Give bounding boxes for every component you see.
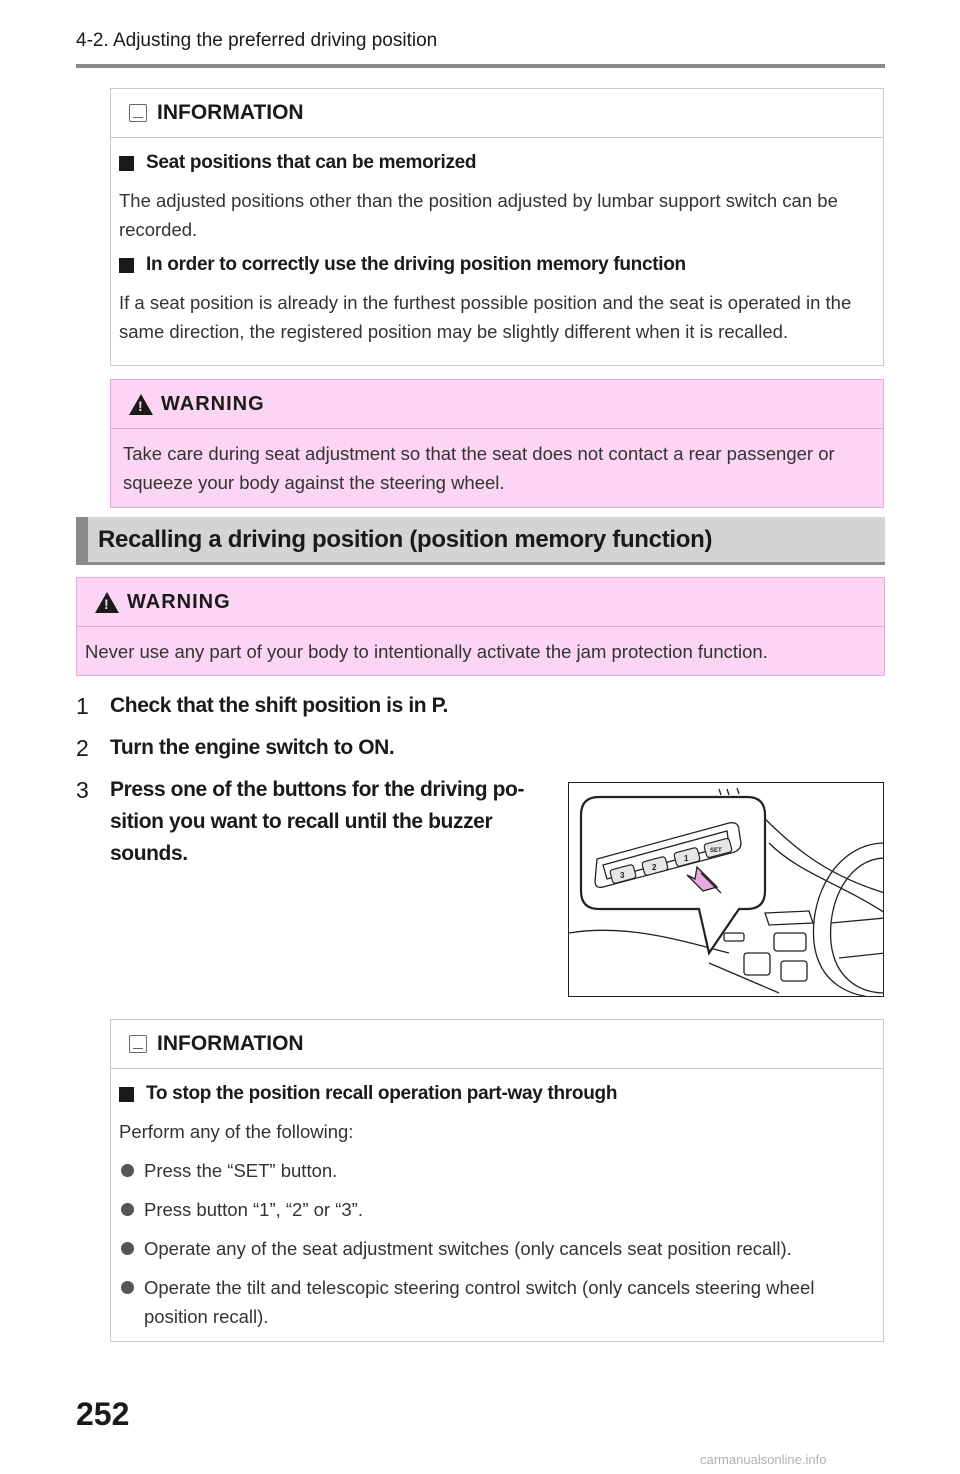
warning-box-jam-protection bbox=[76, 577, 885, 676]
square-bullet-icon bbox=[119, 156, 134, 171]
information-box-stop-recall bbox=[110, 1019, 884, 1342]
paragraph-correct-use: If a seat position is already in the furthest possible position and the seat is operated in the same direction, the registered position may be slightly different when it is recalled. bbox=[119, 292, 852, 342]
memory-buttons-illustration bbox=[568, 782, 884, 997]
paragraph-seat-positions: The adjusted positions other than the position adjusted by lumbar support switch can be recorded. bbox=[119, 190, 838, 240]
warning-title: WARNING bbox=[161, 392, 265, 415]
bullet-dot-icon bbox=[121, 1203, 134, 1216]
warning-triangle-icon bbox=[129, 394, 153, 415]
square-bullet-icon bbox=[119, 258, 134, 273]
square-bullet-icon bbox=[119, 1087, 134, 1102]
subheading-correct-use: In order to correctly use the driving position memory function bbox=[119, 254, 873, 276]
information-box-memorized bbox=[110, 88, 884, 366]
warning-title: WARNING bbox=[127, 590, 231, 613]
warning-text: Take care during seat adjustment so that the seat does not contact a rear passenger or squeeze your body against the steering wheel. bbox=[123, 443, 835, 493]
step-2 bbox=[76, 732, 394, 766]
subheading-seat-positions: Seat positions that can be memorized bbox=[119, 152, 873, 174]
information-icon bbox=[129, 104, 147, 122]
information-header bbox=[111, 89, 883, 138]
button-label-2: 2 bbox=[652, 863, 657, 872]
information-icon bbox=[129, 1035, 147, 1053]
warning-text: Never use any part of your body to intentionally activate the jam protection function. bbox=[85, 641, 768, 662]
watermark: carmanualsonline.info bbox=[700, 1452, 827, 1467]
step-number: 1 bbox=[76, 693, 89, 719]
chapter-header: 4-2. Adjusting the preferred driving position bbox=[76, 30, 438, 51]
warning-header bbox=[77, 578, 884, 627]
list-item: Operate the tilt and telescopic steering control switch (only cancels steering wheel position recall). bbox=[119, 1273, 873, 1331]
list-item: Press the “SET” button. bbox=[119, 1156, 873, 1185]
warning-box-seat-adjustment bbox=[110, 379, 884, 508]
step-text: Turn the engine switch to ON. bbox=[110, 736, 395, 759]
button-label-set: SET bbox=[710, 848, 722, 854]
subheading-stop-recall: To stop the position recall operation part-way through bbox=[119, 1083, 873, 1105]
step-number: 3 bbox=[76, 777, 89, 803]
step-text: Press one of the buttons for the driving po- sition you want to recall until the buzzer sounds. bbox=[110, 778, 525, 865]
bullet-dot-icon bbox=[121, 1281, 134, 1294]
warning-triangle-icon bbox=[95, 592, 119, 613]
information-title: INFORMATION bbox=[157, 1032, 304, 1055]
step-1 bbox=[76, 690, 448, 724]
section-heading: Recalling a driving position (position memory function) bbox=[76, 517, 885, 565]
paragraph-intro: Perform any of the following: bbox=[119, 1121, 354, 1142]
step-number: 2 bbox=[76, 735, 89, 761]
page-number: 252 bbox=[76, 1396, 130, 1432]
information-title: INFORMATION bbox=[157, 101, 304, 124]
header-divider bbox=[76, 64, 885, 68]
list-item: Press button “1”, “2” or “3”. bbox=[119, 1195, 873, 1224]
step-text: Check that the shift position is in P. bbox=[110, 694, 448, 717]
bullet-dot-icon bbox=[121, 1164, 134, 1177]
step-3 bbox=[76, 774, 524, 870]
button-label-1: 1 bbox=[684, 854, 689, 863]
warning-header bbox=[111, 380, 883, 429]
illustration-svg bbox=[569, 783, 884, 997]
information-header bbox=[111, 1020, 883, 1069]
bullet-dot-icon bbox=[121, 1242, 134, 1255]
button-label-3: 3 bbox=[620, 871, 625, 880]
list-item: Operate any of the seat adjustment switches (only cancels seat position recall). bbox=[119, 1234, 873, 1263]
